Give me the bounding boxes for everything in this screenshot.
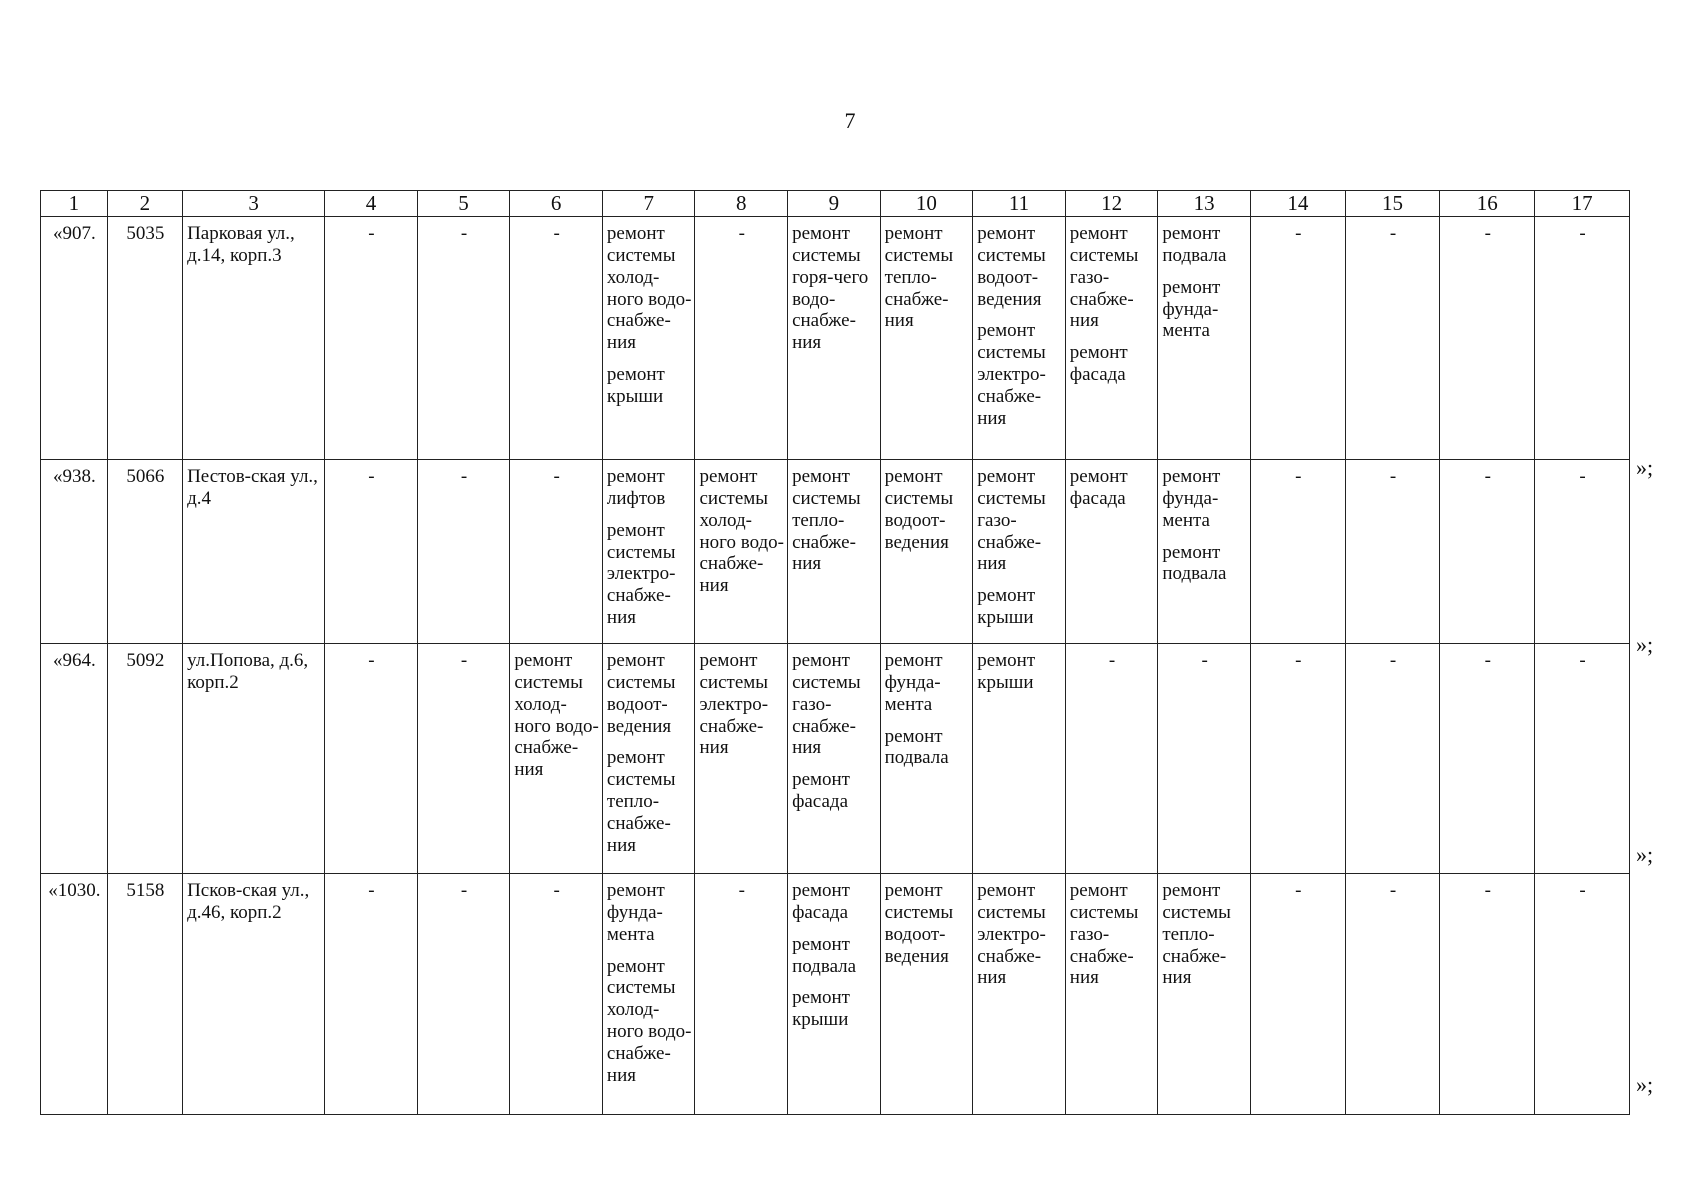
work-item: ремонт крыши — [792, 987, 850, 1031]
work-type-cell — [602, 644, 695, 874]
empty-dash-cell: - — [1250, 217, 1345, 460]
empty-dash-cell: - — [1535, 217, 1630, 460]
address-cell: Парковая ул., д.14, корп.3 — [183, 217, 325, 460]
work-item: ремонт подвала — [792, 933, 857, 977]
work-type-cell — [788, 644, 881, 874]
work-item: ремонт подвала — [884, 725, 949, 769]
work-type-cell — [973, 644, 1066, 874]
work-item: ремонт системы электро-снабже-ния — [977, 880, 1046, 989]
work-type-cell — [1158, 217, 1251, 460]
work-type-cell — [880, 460, 973, 644]
column-number-header: 6 — [510, 191, 603, 217]
house-code-cell: 5158 — [107, 874, 182, 1115]
work-item: ремонт системы водоот-ведения — [884, 880, 954, 967]
house-code-cell: 5092 — [107, 644, 182, 874]
address-cell: ул.Попова, д.6, корп.2 — [183, 644, 325, 874]
work-item: ремонт крыши — [606, 364, 665, 407]
work-item: ремонт крыши — [977, 650, 1036, 693]
column-number-header: 17 — [1535, 191, 1630, 217]
column-number-header: 1 — [41, 191, 108, 217]
column-number-header: 4 — [325, 191, 418, 217]
work-item: ремонт фунда-мента — [606, 880, 665, 945]
work-type-cell — [1065, 460, 1158, 644]
work-item: ремонт системы водоот-ведения — [884, 466, 954, 553]
empty-dash-cell: - — [510, 460, 603, 644]
column-number-header: 16 — [1440, 191, 1535, 217]
column-number-header: 13 — [1158, 191, 1251, 217]
table-row — [41, 217, 1630, 460]
repair-schedule-table — [40, 190, 1630, 1115]
row-number-cell: «938. — [41, 460, 108, 644]
column-number-header: 7 — [602, 191, 695, 217]
work-type-cell — [788, 460, 881, 644]
empty-dash-cell: - — [1440, 644, 1535, 874]
work-type-cell — [1158, 874, 1251, 1115]
column-number-header: 2 — [107, 191, 182, 217]
empty-dash-cell: - — [1440, 460, 1535, 644]
work-type-cell — [1065, 874, 1158, 1115]
empty-dash-cell: - — [1345, 460, 1440, 644]
work-item: ремонт системы электро-снабже-ния — [606, 519, 676, 629]
empty-dash-cell: - — [695, 874, 788, 1115]
work-item: ремонт системы газо-снабже-ния — [1069, 223, 1139, 332]
empty-dash-cell: - — [1250, 874, 1345, 1115]
empty-dash-cell: - — [1158, 644, 1251, 874]
work-type-cell — [695, 460, 788, 644]
page-number: 7 — [844, 108, 856, 133]
work-type-cell — [973, 217, 1066, 460]
empty-dash-cell: - — [1065, 644, 1158, 874]
column-number-header: 8 — [695, 191, 788, 217]
work-item: ремонт системы холод-ного водо-снабже-ния — [606, 955, 692, 1086]
work-type-cell — [602, 874, 695, 1115]
work-item: ремонт фасада — [1069, 342, 1128, 386]
work-type-cell — [880, 874, 973, 1115]
work-type-cell — [788, 217, 881, 460]
column-number-header: 3 — [183, 191, 325, 217]
work-type-cell — [788, 874, 881, 1115]
empty-dash-cell: - — [417, 217, 510, 460]
work-item: ремонт системы газо-снабже-ния — [792, 650, 861, 759]
work-item: ремонт системы тепло-снабже-ния — [884, 223, 954, 332]
work-type-cell — [1065, 217, 1158, 460]
work-item: ремонт системы горя-чего водо-снабже-ния — [792, 223, 869, 354]
empty-dash-cell: - — [1440, 217, 1535, 460]
work-item: ремонт системы холод-ного водо-снабже-ния — [514, 650, 599, 781]
column-number-header: 9 — [788, 191, 881, 217]
work-item: ремонт лифтов — [606, 466, 666, 509]
work-item: ремонт системы холод-ного водо-снабже-ния — [699, 466, 785, 597]
empty-dash-cell: - — [325, 217, 418, 460]
empty-dash-cell: - — [1535, 874, 1630, 1115]
address-cell: Пестов-ская ул., д.4 — [183, 460, 325, 644]
empty-dash-cell: - — [1535, 460, 1630, 644]
empty-dash-cell: - — [1345, 874, 1440, 1115]
column-number-header: 10 — [880, 191, 973, 217]
work-type-cell — [973, 874, 1066, 1115]
house-code-cell: 5066 — [107, 460, 182, 644]
work-type-cell — [880, 644, 973, 874]
empty-dash-cell: - — [325, 644, 418, 874]
empty-dash-cell: - — [325, 460, 418, 644]
work-item: ремонт системы тепло-снабже-ния — [606, 747, 676, 856]
empty-dash-cell: - — [510, 217, 603, 460]
work-type-cell — [880, 217, 973, 460]
column-number-header: 15 — [1345, 191, 1440, 217]
work-item: ремонт системы тепло-снабже-ния — [1162, 880, 1231, 989]
closing-quote: »; — [1636, 1072, 1654, 1097]
table-row — [41, 874, 1630, 1115]
closing-quote: »; — [1636, 455, 1654, 480]
row-number-cell: «1030. — [41, 874, 108, 1115]
column-number-header: 14 — [1250, 191, 1345, 217]
work-type-cell — [695, 644, 788, 874]
work-item: ремонт фунда-мента — [884, 650, 943, 715]
house-code-cell: 5035 — [107, 217, 182, 460]
closing-quote: »; — [1636, 632, 1654, 657]
work-item: ремонт системы холод-ного водо-снабже-ния — [606, 223, 692, 354]
work-item: ремонт фунда-мента — [1162, 466, 1221, 531]
empty-dash-cell: - — [1250, 460, 1345, 644]
work-item: ремонт системы электро-снабже-ния — [977, 320, 1046, 429]
work-item: ремонт фасада — [1069, 466, 1128, 509]
row-number-cell: «907. — [41, 217, 108, 460]
work-type-cell — [602, 460, 695, 644]
column-number-header: 5 — [417, 191, 510, 217]
work-item: ремонт крыши — [977, 585, 1036, 629]
address-cell: Псков-ская ул., д.46, корп.2 — [183, 874, 325, 1115]
empty-dash-cell: - — [417, 460, 510, 644]
work-type-cell — [973, 460, 1066, 644]
work-item: ремонт системы газо-снабже-ния — [977, 466, 1046, 575]
column-number-header: 12 — [1065, 191, 1158, 217]
empty-dash-cell: - — [1250, 644, 1345, 874]
work-item: ремонт подвала — [1162, 223, 1227, 266]
empty-dash-cell: - — [1345, 217, 1440, 460]
empty-dash-cell: - — [325, 874, 418, 1115]
work-type-cell — [602, 217, 695, 460]
empty-dash-cell: - — [1345, 644, 1440, 874]
work-type-cell — [510, 644, 603, 874]
table-row — [41, 644, 1630, 874]
work-item: ремонт фасада — [792, 769, 850, 813]
work-item: ремонт системы водоот-ведения — [977, 223, 1046, 310]
work-item: ремонт системы водоот-ведения — [606, 650, 676, 737]
row-number-cell: «964. — [41, 644, 108, 874]
work-item: ремонт фунда-мента — [1162, 276, 1221, 342]
work-item: ремонт подвала — [1162, 541, 1227, 585]
column-number-row — [41, 191, 1630, 217]
empty-dash-cell: - — [417, 644, 510, 874]
empty-dash-cell: - — [417, 874, 510, 1115]
table-row — [41, 460, 1630, 644]
work-item: ремонт фасада — [792, 880, 850, 923]
empty-dash-cell: - — [510, 874, 603, 1115]
empty-dash-cell: - — [1440, 874, 1535, 1115]
column-number-header: 11 — [973, 191, 1066, 217]
empty-dash-cell: - — [1535, 644, 1630, 874]
work-item: ремонт системы газо-снабже-ния — [1069, 880, 1139, 989]
empty-dash-cell: - — [695, 217, 788, 460]
work-item: ремонт системы тепло-снабже-ния — [792, 466, 861, 575]
closing-quote: »; — [1636, 842, 1654, 867]
work-item: ремонт системы электро-снабже-ния — [699, 650, 769, 759]
work-type-cell — [1158, 460, 1251, 644]
